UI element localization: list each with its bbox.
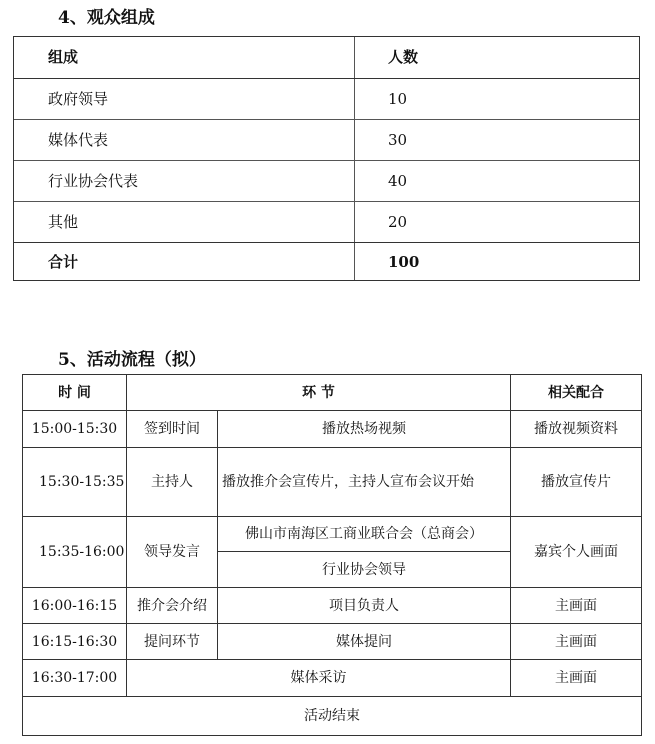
row-count: 30 <box>388 131 408 149</box>
row-support: 播放宣传片 <box>541 474 611 490</box>
agenda-footer: 活动结束 <box>304 708 360 724</box>
row-time: 15:30-15:35 <box>39 474 125 490</box>
row-support: 播放视频资料 <box>534 421 618 437</box>
row-name: 政府领导 <box>48 90 109 108</box>
total-count: 100 <box>388 253 420 271</box>
header-composition: 组成 <box>48 48 79 66</box>
table-row <box>14 79 639 120</box>
row-time: 16:15-16:30 <box>31 633 118 650</box>
section-title-audience: 4、观众组成 <box>58 8 155 28</box>
row-name: 其他 <box>48 213 79 231</box>
row-detail: 佛山市南海区工商业联合会（总商会） <box>245 526 483 542</box>
row-phase: 提问环节 <box>144 633 200 650</box>
table-row <box>14 202 639 243</box>
row-detail: 播放热场视频 <box>322 421 406 437</box>
header-count: 人数 <box>388 48 419 66</box>
row-detail: 行业协会领导 <box>322 561 406 578</box>
row-support: 主画面 <box>555 597 597 614</box>
row-count: 10 <box>388 90 408 108</box>
row-name: 行业协会代表 <box>48 172 139 190</box>
section-title-agenda: 5、活动流程（拟） <box>58 350 206 370</box>
row-time: 16:00-16:15 <box>31 597 118 614</box>
audience-table <box>13 36 640 281</box>
row-time: 16:30-17:00 <box>31 670 118 686</box>
row-detail: 项目负责人 <box>329 597 399 614</box>
row-support: 主画面 <box>555 670 597 686</box>
header-time: 时 间 <box>58 384 91 401</box>
row-phase: 主持人 <box>151 474 193 490</box>
row-detail: 媒体采访 <box>290 670 347 686</box>
header-segment: 环 节 <box>302 384 335 401</box>
row-time: 15:00-15:30 <box>31 421 118 437</box>
row-time: 15:35-16:00 <box>39 544 125 560</box>
row-detail: 媒体提问 <box>336 633 392 650</box>
table-row <box>14 161 639 202</box>
row-count: 40 <box>388 172 408 190</box>
total-label: 合计 <box>48 253 79 271</box>
row-support: 主画面 <box>555 633 597 650</box>
row-detail: 播放推介会宣传片，主持人宣布会议开始 <box>222 474 474 490</box>
row-name: 媒体代表 <box>48 131 109 149</box>
row-support: 嘉宾个人画面 <box>534 544 618 560</box>
row-count: 20 <box>388 213 408 231</box>
agenda-table <box>22 374 642 736</box>
row-phase: 推介会介绍 <box>137 597 207 614</box>
header-support: 相关配合 <box>548 384 604 401</box>
row-phase: 签到时间 <box>144 421 200 437</box>
table-total-row <box>14 242 639 283</box>
table-row <box>14 120 639 161</box>
table-header-row <box>14 37 639 78</box>
row-phase: 领导发言 <box>144 544 200 560</box>
